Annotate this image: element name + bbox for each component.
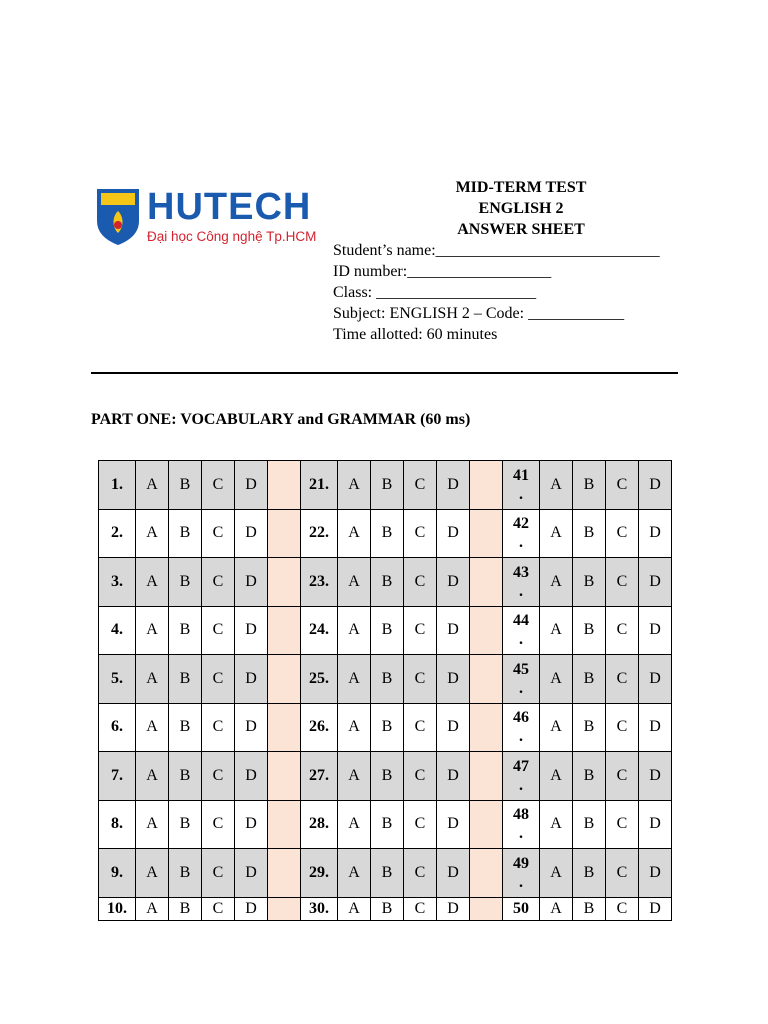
column-spacer [470,558,503,607]
question-number-digits: 48 [513,806,529,824]
choice-option[interactable]: C [202,849,235,898]
student-name-field[interactable]: Student’s name:____________________________ [333,242,660,259]
column-spacer [268,606,301,655]
question-number-dot: . [519,631,523,649]
question-number-dot: . [519,679,523,697]
question-number-digits: 50 [513,900,529,917]
column-spacer [268,752,301,801]
choice-option[interactable]: D [437,461,470,510]
choice-option[interactable]: B [169,509,202,558]
subject-field[interactable]: Subject: ENGLISH 2 – Code: ____________ [333,305,625,322]
choice-option[interactable]: D [235,509,268,558]
title-line-1: MID-TERM TEST [455,179,587,196]
choice-option[interactable]: C [606,558,639,607]
choice-option[interactable]: B [573,606,606,655]
question-number-dot: . [519,873,523,891]
choice-option[interactable]: C [202,461,235,510]
choice-option[interactable]: B [169,655,202,704]
table-row [99,897,672,920]
question-number: 21. [301,461,338,510]
choice-option[interactable]: C [202,703,235,752]
question-number [503,752,540,801]
choice-option[interactable]: B [371,800,404,849]
choice-option[interactable]: C [606,655,639,704]
class-field[interactable]: Class: ____________________ [333,284,537,301]
table-row [99,703,672,752]
question-number [503,606,540,655]
column-spacer [470,752,503,801]
choice-option[interactable]: A [338,606,371,655]
choice-option[interactable]: D [235,606,268,655]
question-number: 30. [301,897,338,920]
choice-option[interactable]: A [136,509,169,558]
choice-option[interactable]: B [371,752,404,801]
table-row [99,800,672,849]
column-spacer [268,461,301,510]
column-spacer [470,897,503,920]
question-number-dot: . [519,728,523,746]
choice-option[interactable]: A [136,800,169,849]
choice-option[interactable]: C [202,558,235,607]
divider [91,372,678,374]
choice-option[interactable]: D [437,655,470,704]
choice-option[interactable]: C [202,752,235,801]
column-spacer [470,849,503,898]
choice-option[interactable]: B [371,509,404,558]
column-spacer [268,655,301,704]
choice-option[interactable]: A [338,800,371,849]
choice-option[interactable]: C [606,849,639,898]
choice-option[interactable]: D [235,655,268,704]
choice-option[interactable]: A [136,606,169,655]
question-number [503,461,540,510]
student-info-fields [333,240,660,345]
choice-option[interactable]: C [202,655,235,704]
question-number: 5. [99,655,136,704]
choice-option[interactable]: A [338,703,371,752]
choice-option[interactable]: D [235,558,268,607]
column-spacer [268,897,301,920]
question-number: 2. [99,509,136,558]
question-number: 9. [99,849,136,898]
choice-option[interactable]: A [136,703,169,752]
choice-option[interactable]: D [639,461,672,510]
choice-option[interactable]: A [338,849,371,898]
choice-option[interactable]: C [404,606,437,655]
choice-option[interactable]: D [437,800,470,849]
choice-option[interactable]: D [639,558,672,607]
choice-option[interactable]: B [573,655,606,704]
question-number-dot: . [519,582,523,600]
choice-option[interactable]: D [639,703,672,752]
choice-option[interactable]: B [371,897,404,920]
question-number: 1. [99,461,136,510]
choice-option[interactable]: B [371,606,404,655]
choice-option[interactable]: A [540,703,573,752]
id-number-field[interactable]: ID number:__________________ [333,263,552,280]
choice-option[interactable]: D [639,606,672,655]
choice-option[interactable]: D [235,703,268,752]
question-number: 29. [301,849,338,898]
question-number-digits: 42 [513,515,529,533]
logo-subtitle: Đại học Công nghệ Tp.HCM [147,229,317,244]
table-row [99,558,672,607]
question-number: 22. [301,509,338,558]
column-spacer [470,703,503,752]
answer-grid [98,460,672,921]
choice-option[interactable]: B [169,752,202,801]
column-spacer [268,703,301,752]
choice-option[interactable]: C [404,800,437,849]
choice-option[interactable]: D [639,752,672,801]
table-row [99,752,672,801]
choice-option[interactable]: A [540,606,573,655]
choice-option[interactable]: D [639,509,672,558]
question-number-digits: 44 [513,612,529,630]
question-number-dot: . [519,776,523,794]
choice-option[interactable]: D [235,897,268,920]
question-number-digits: 41 [513,466,529,484]
choice-option[interactable]: C [404,752,437,801]
choice-option[interactable]: A [136,655,169,704]
choice-option[interactable]: D [235,461,268,510]
question-number-digits: 46 [513,709,529,727]
choice-option[interactable]: D [235,849,268,898]
question-number: 3. [99,558,136,607]
question-number: 25. [301,655,338,704]
table-row [99,606,672,655]
choice-option[interactable]: A [338,752,371,801]
choice-option[interactable]: C [202,897,235,920]
question-number: 8. [99,800,136,849]
question-number-dot: . [519,485,523,503]
column-spacer [268,849,301,898]
table-row [99,509,672,558]
choice-option[interactable]: B [573,752,606,801]
question-number [503,849,540,898]
choice-option[interactable]: B [169,461,202,510]
choice-option[interactable]: B [371,655,404,704]
choice-option[interactable]: B [371,558,404,607]
choice-option[interactable]: B [573,558,606,607]
choice-option[interactable]: C [606,606,639,655]
choice-option[interactable]: B [169,606,202,655]
column-spacer [268,509,301,558]
choice-option[interactable]: D [437,606,470,655]
header-titles [333,177,709,240]
choice-option[interactable]: D [639,800,672,849]
column-spacer [470,461,503,510]
choice-option[interactable]: B [169,800,202,849]
choice-option[interactable]: B [573,461,606,510]
choice-option[interactable]: C [606,897,639,920]
choice-option[interactable]: B [573,800,606,849]
column-spacer [268,558,301,607]
choice-option[interactable]: B [573,509,606,558]
choice-option[interactable]: C [404,849,437,898]
question-number: 24. [301,606,338,655]
question-number-digits: 49 [513,854,529,872]
table-row [99,849,672,898]
choice-option[interactable]: C [202,606,235,655]
choice-option[interactable]: D [235,800,268,849]
question-number [503,800,540,849]
question-number [503,897,540,920]
choice-option[interactable]: C [404,655,437,704]
logo-wordmark [147,187,316,245]
choice-option[interactable]: D [437,703,470,752]
choice-option[interactable]: C [202,509,235,558]
question-number: 23. [301,558,338,607]
choice-option[interactable]: B [573,897,606,920]
choice-option[interactable]: C [606,703,639,752]
question-number-dot: . [519,534,523,552]
question-number-digits: 43 [513,563,529,581]
choice-option[interactable]: D [639,897,672,920]
choice-option[interactable]: A [338,558,371,607]
choice-option[interactable]: A [540,752,573,801]
question-number: 28. [301,800,338,849]
question-number [503,655,540,704]
choice-option[interactable]: A [540,897,573,920]
title-line-3: ANSWER SHEET [457,221,585,238]
question-number: 27. [301,752,338,801]
choice-option[interactable]: A [136,461,169,510]
choice-option[interactable]: B [573,703,606,752]
choice-option[interactable]: B [573,849,606,898]
question-number-digits: 45 [513,660,529,678]
choice-option[interactable]: C [202,800,235,849]
column-spacer [470,606,503,655]
choice-option[interactable]: C [404,558,437,607]
choice-option[interactable]: D [437,752,470,801]
choice-option[interactable]: D [437,849,470,898]
choice-option[interactable]: D [437,558,470,607]
choice-option[interactable]: A [540,461,573,510]
choice-option[interactable]: B [169,897,202,920]
choice-option[interactable]: C [606,752,639,801]
choice-option[interactable]: A [338,655,371,704]
choice-option[interactable]: A [540,849,573,898]
choice-option[interactable]: A [136,849,169,898]
choice-option[interactable]: B [371,703,404,752]
choice-option[interactable]: C [606,509,639,558]
title-line-2: ENGLISH 2 [478,200,564,217]
choice-option[interactable]: A [540,509,573,558]
question-number: 26. [301,703,338,752]
question-number-dot: . [519,825,523,843]
choice-option[interactable]: B [169,703,202,752]
question-number: 7. [99,752,136,801]
choice-option[interactable]: A [540,800,573,849]
choice-option[interactable]: D [639,655,672,704]
choice-option[interactable]: B [169,558,202,607]
question-number: 10. [99,897,136,920]
choice-option[interactable]: C [606,800,639,849]
column-spacer [268,800,301,849]
choice-option[interactable]: D [437,509,470,558]
choice-option[interactable]: C [404,509,437,558]
choice-option[interactable]: C [404,703,437,752]
column-spacer [470,509,503,558]
choice-option[interactable]: C [404,897,437,920]
question-number [503,558,540,607]
choice-option[interactable]: B [169,849,202,898]
choice-option[interactable]: B [371,461,404,510]
table-row [99,461,672,510]
choice-option[interactable]: D [235,752,268,801]
choice-option[interactable]: A [338,897,371,920]
choice-option[interactable]: C [606,461,639,510]
choice-option[interactable]: B [371,849,404,898]
choice-option[interactable]: A [136,558,169,607]
choice-option[interactable]: A [338,509,371,558]
choice-option[interactable]: A [540,655,573,704]
column-spacer [470,655,503,704]
choice-option[interactable]: D [437,897,470,920]
choice-option[interactable]: D [639,849,672,898]
table-row [99,655,672,704]
time-allotted: Time allotted: 60 minutes [333,326,498,343]
question-number: 6. [99,703,136,752]
choice-option[interactable]: A [136,752,169,801]
column-spacer [470,800,503,849]
question-number: 4. [99,606,136,655]
question-number [503,703,540,752]
logo-name: HUTECH [147,186,312,228]
question-number [503,509,540,558]
choice-option[interactable]: A [136,897,169,920]
question-number-digits: 47 [513,757,529,775]
choice-option[interactable]: A [540,558,573,607]
choice-option[interactable]: A [338,461,371,510]
choice-option[interactable]: C [404,461,437,510]
part-title: PART ONE: VOCABULARY and GRAMMAR (60 ms) [91,411,471,428]
